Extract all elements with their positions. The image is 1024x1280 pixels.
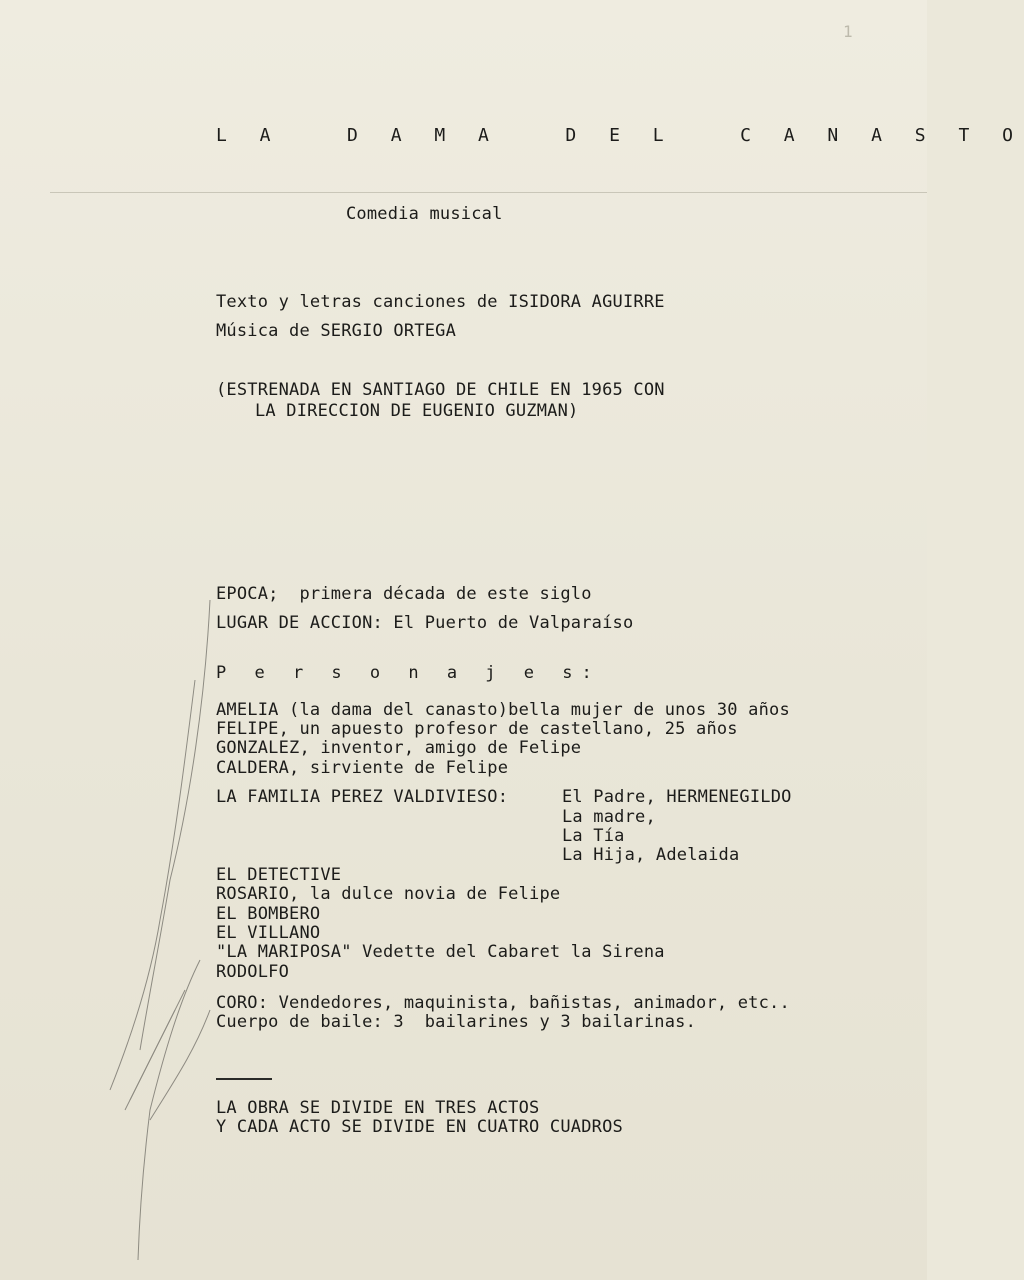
pencil-stroke [125,1010,175,1110]
credit-text: Texto y letras canciones de ISIDORA AGUIRRE [216,292,665,312]
pencil-stroke [150,1010,210,1120]
character-line: "LA MARIPOSA" Vedette del Cabaret la Sirena [216,942,665,962]
character-line: CALDERA, sirviente de Felipe [216,758,509,778]
character-line: ROSARIO, la dulce novia de Felipe [216,884,561,904]
character-line: AMELIA (la dama del canasto)bella mujer de unos 30 años [216,700,790,720]
chorus-line: CORO: Vendedores, maquinista, bañistas, animador, etc.. [216,993,790,1013]
subtitle: Comedia musical [346,204,503,224]
pencil-stroke [140,600,210,1050]
premiere-line-2: LA DIRECCION DE EUGENIO GUZMAN) [255,401,579,421]
credit-music: Música de SERGIO ORTEGA [216,321,457,341]
family-member: La Hija, Adelaida [562,845,740,865]
character-line: EL VILLANO [216,923,321,943]
separator-line [216,1078,272,1080]
character-line: FELIPE, un apuesto profesor de castellano, 25 años [216,719,738,739]
chorus-line: Cuerpo de baile: 3 bailarines y 3 bailarinas. [216,1012,697,1032]
epoca-line: EPOCA; primera década de este siglo [216,584,592,604]
structure-line: LA OBRA SE DIVIDE EN TRES ACTOS [216,1098,540,1118]
page-number: 1 [843,22,853,41]
character-line: EL BOMBERO [216,904,321,924]
family-label: LA FAMILIA PEREZ VALDIVIESO: [216,787,509,807]
pencil-stroke [110,680,195,1090]
personajes-heading: P e r s o n a j e s: [216,663,601,683]
family-member: La madre, [562,807,656,827]
lugar-line: LUGAR DE ACCION: El Puerto de Valparaíso [216,613,634,633]
family-member: El Padre, HERMENEGILDO [562,787,792,807]
page-title: L A D A M A D E L C A N A S T O [216,125,1024,146]
character-line: GONZALEZ, inventor, amigo de Felipe [216,738,582,758]
character-line: RODOLFO [216,962,290,982]
character-line: EL DETECTIVE [216,865,342,885]
premiere-line-1: (ESTRENADA EN SANTIAGO DE CHILE EN 1965 CON [216,380,665,400]
family-member: La Tía [562,826,625,846]
structure-line: Y CADA ACTO SE DIVIDE EN CUATRO CUADROS [216,1117,623,1137]
